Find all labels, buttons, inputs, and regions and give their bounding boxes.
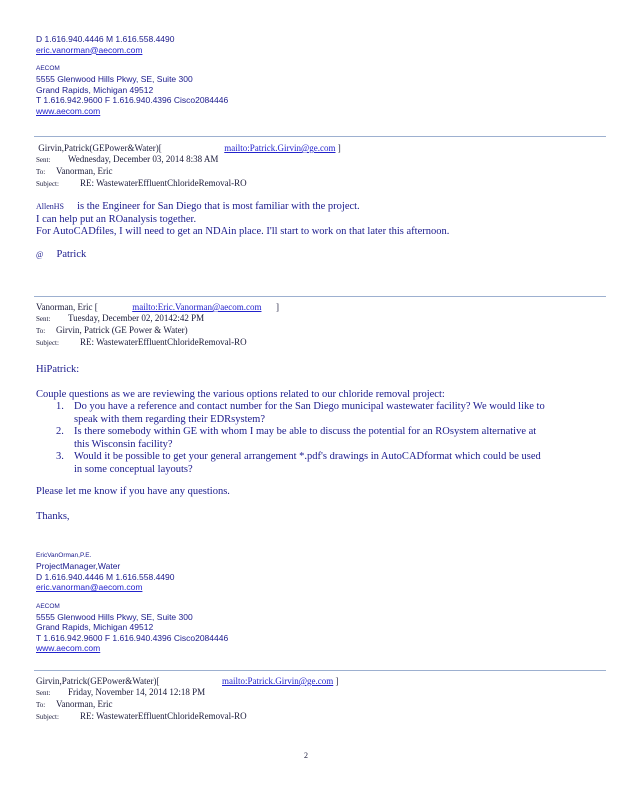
from-mailto-link[interactable]: mailto:Patrick.Girvin@ge.com [222,676,334,686]
body-line-2: I can help put an ROanalysis together. [36,213,197,225]
email-body-2 [36,364,545,523]
thanks-line: Thanks, [36,510,70,522]
subject-value: RE: WastewaterEffluentChlorideRemoval-RO [80,337,247,347]
subject-value: RE: WastewaterEffluentChlorideRemoval-RO [80,711,247,721]
list-item: 1. Do you have a reference and contact number for the San Diego municipal wastewater facility? We would like to speak with them regarding their EDRsystem? [56,401,545,425]
signature-top [36,34,228,116]
from-mailto-link[interactable]: mailto:Eric.Vanorman@aecom.com [132,302,262,312]
from-name: Vanorman, Eric [ [36,302,98,312]
list-item: 2. Is there somebody within GE with whom I may be able to discuss the potential for an ROsystem alternative at this Wisconsin facility? [56,426,537,450]
from-name: Girvin,Patrick(GEPower&Water)[ [38,143,162,153]
sig-company: AECOM [36,602,60,610]
body-line-1: is the Engineer for San Diego that is most familiar with the project. [77,201,360,212]
subject-value: RE: WastewaterEffluentChlorideRemoval-RO [80,178,247,188]
from-mailto-link[interactable]: mailto:Patrick.Girvin@ge.com [224,143,336,153]
sent-label: Sent: [36,156,51,164]
to-label: To: [36,327,46,335]
sig-phones-2: T 1.616.942.9600 F 1.616.940.4396 Cisco2084446 [36,632,229,643]
email-header-2 [36,302,279,349]
subject-label: Subject: [36,339,59,347]
sent-label: Sent: [36,315,51,323]
sent-value: Tuesday, December 02, 20142:42 PM [68,313,205,323]
sig-address-2: Grand Rapids, Michigan 49512 [36,622,154,632]
sig-company: AECOM [36,65,60,72]
body-line-3: For AutoCADfiles, I will need to get an NDAin place. I'll start to work on that later this afternoon. [36,226,450,237]
body-signature: Patrick [56,248,87,260]
email-body-1 [36,201,449,261]
email-header-1 [36,143,341,190]
sig-email-link[interactable]: eric.vanorman@aecom.com [36,582,143,592]
from-close: ] [275,302,279,312]
sig-mark: @ [36,249,44,259]
to-value: Vanorman, Eric [56,699,113,709]
sig-address-2: Grand Rapids, Michigan 49512 [36,84,154,95]
to-label: To: [36,701,46,709]
divider [34,136,606,137]
page-number: 2 [304,751,308,760]
sig-name: EricVanOrman,P.E. [36,552,92,559]
sig-address-1: 5555 Glenwood Hills Pkwy, SE, Suite 300 [36,74,193,84]
to-label: To: [36,168,46,176]
sig-title: ProjectManager,Water [36,561,121,571]
sig-address-1: 5555 Glenwood Hills Pkwy, SE, Suite 300 [36,611,193,622]
greeting: HiPatrick: [36,364,80,375]
from-close: ] [335,676,339,686]
divider [34,296,606,297]
question-list [56,401,545,476]
from-name: Girvin,Patrick(GEPower&Water)[ [36,676,160,686]
subject-label: Subject: [36,180,59,188]
email-header-3 [36,676,339,723]
list-item: 3. Would it be possible to get your general arrangement *.pdf's drawings in AutoCADformat which could be used in some conceptual layouts? [56,451,541,475]
signature-bottom [36,551,228,654]
sig-phones: D 1.616.940.4446 M 1.616.558.4490 [36,34,175,44]
sig-website-link[interactable]: www.aecom.com [36,105,101,116]
subject-label: Subject: [36,713,59,721]
sig-phones: D 1.616.940.4446 M 1.616.558.4490 [36,571,175,582]
sig-phones-2: T 1.616.942.9600 F 1.616.940.4396 Cisco2084446 [36,95,229,105]
sent-label: Sent: [36,689,51,697]
divider [34,670,606,671]
intro-line: Couple questions as we are reviewing the various options related to our chloride removal project: [36,388,445,400]
sig-email-link[interactable]: eric.vanorman@aecom.com [36,44,143,55]
sent-value: Wednesday, December 03, 2014 8:38 AM [68,154,219,164]
sent-value: Friday, November 14, 2014 12:18 PM [68,687,206,697]
body-name: AllenHS [36,202,64,211]
to-value: Girvin, Patrick (GE Power & Water) [56,325,188,335]
sig-website-link[interactable]: www.aecom.com [36,643,101,653]
from-close: ] [337,143,341,153]
closing-line: Please let me know if you have any questions. [36,486,230,497]
to-value: Vanorman, Eric [56,166,113,176]
